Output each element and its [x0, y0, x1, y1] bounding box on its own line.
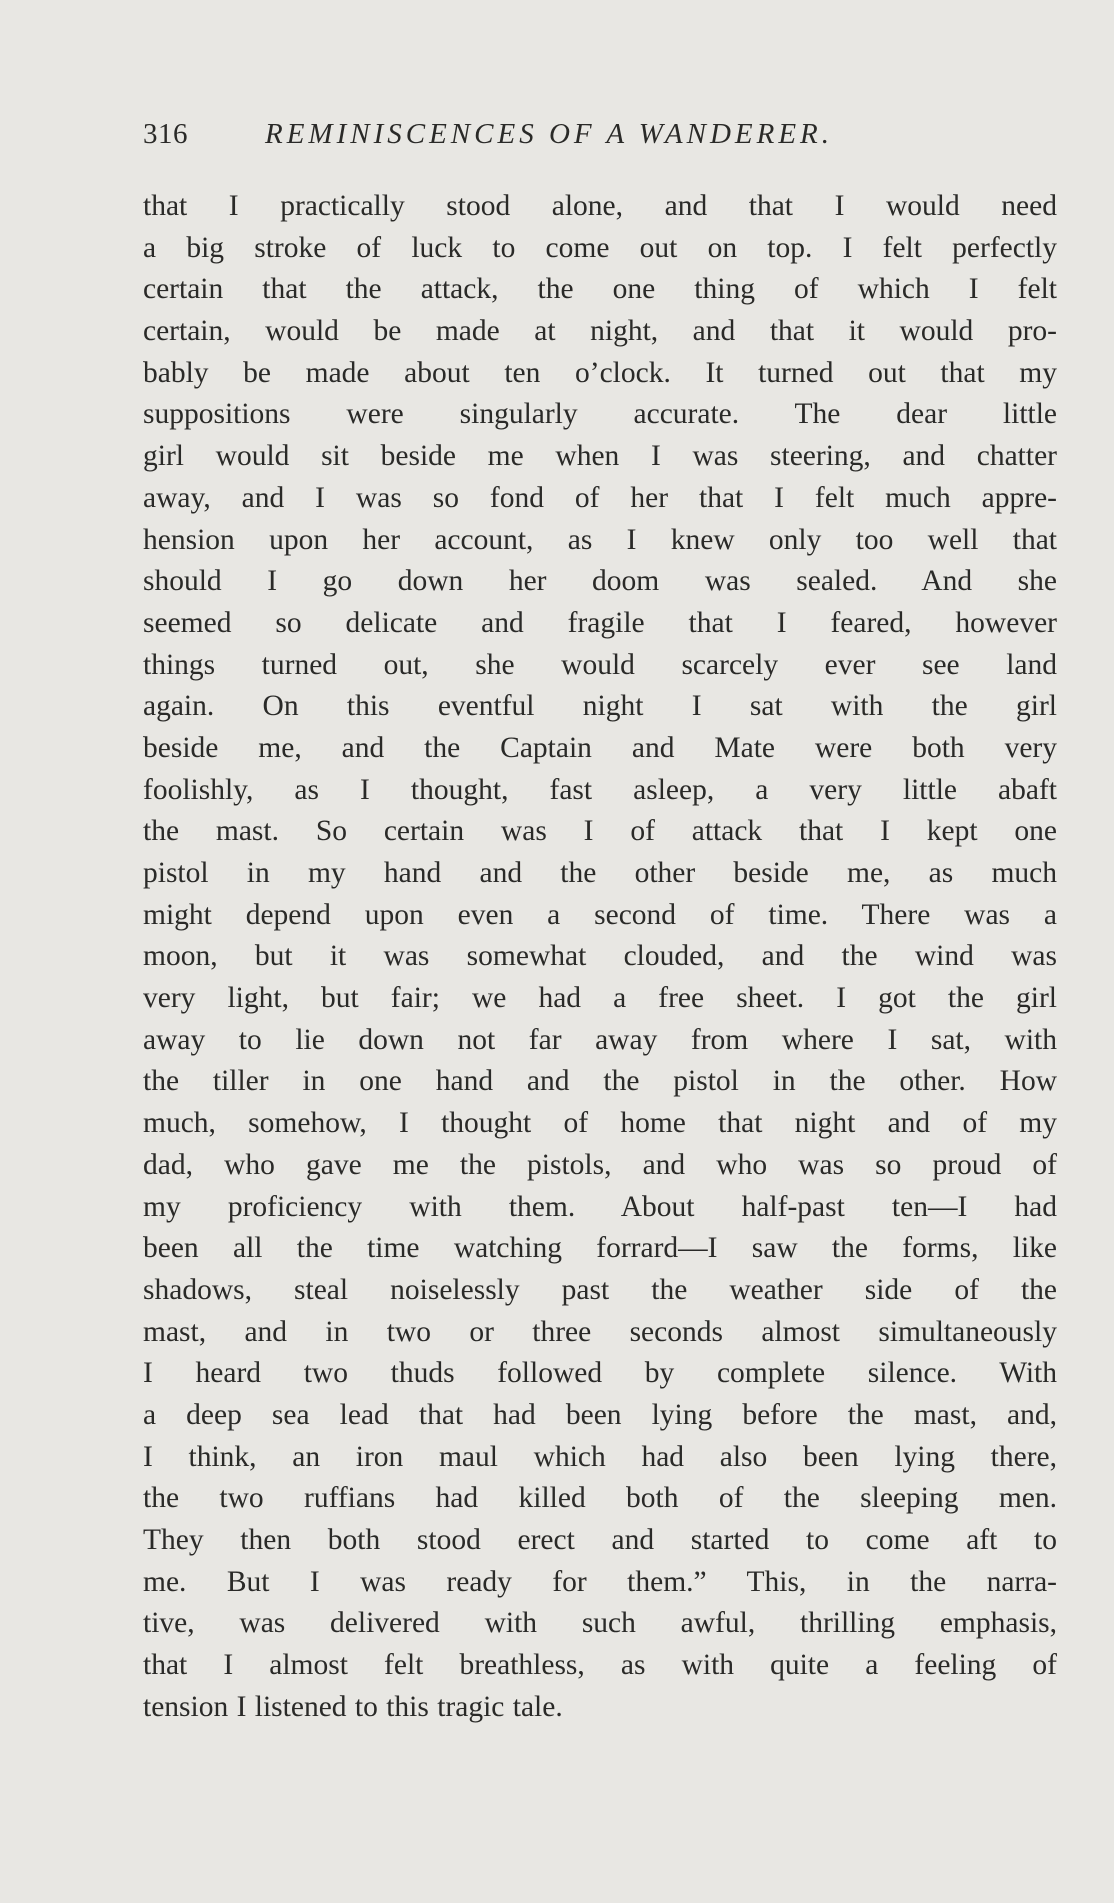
body-text	[143, 186, 1057, 1728]
text-line: very light, but fair; we had a free sheet. I got the girl	[143, 982, 1057, 1015]
text-line: seemed so delicate and fragile that I feared, however	[143, 606, 1057, 639]
text-line: I heard two thuds followed by complete silence. With	[143, 1357, 1057, 1390]
text-line: might depend upon even a second of time. There was a	[143, 898, 1057, 931]
running-head	[143, 118, 995, 158]
text-line: the mast. So certain was I of attack that I kept one	[143, 815, 1057, 848]
text-line: dad, who gave me the pistols, and who was so proud of	[143, 1148, 1057, 1181]
text-line: away, and I was so fond of her that I felt much appre-	[143, 481, 1057, 514]
text-line: certain, would be made at night, and that it would pro-	[143, 315, 1057, 348]
text-line: shadows, steal noiselessly past the weather side of the	[143, 1273, 1057, 1306]
text-line: They then both stood erect and started to come aft to	[143, 1524, 1057, 1556]
text-line: moon, but it was somewhat clouded, and the wind was	[143, 940, 1057, 973]
text-line: suppositions were singularly accurate. The dear little	[143, 398, 1057, 431]
text-line: foolishly, as I thought, fast asleep, a very little abaft	[143, 773, 1057, 806]
text-line: certain that the attack, the one thing of which I felt	[143, 273, 1057, 306]
text-line: the tiller in one hand and the pistol in the other. How	[143, 1065, 1057, 1098]
text-line: the two ruffians had killed both of the sleeping men.	[143, 1482, 1057, 1515]
text-line: girl would sit beside me when I was steering, and chatter	[143, 440, 1057, 473]
text-line: hension upon her account, as I knew only too well that	[143, 523, 1057, 556]
text-line: bably be made about ten o’clock. It turned out that my	[143, 356, 1057, 389]
text-line: tive, was delivered with such awful, thrilling emphasis,	[143, 1607, 1057, 1640]
text-line: I think, an iron maul which had also been lying there,	[143, 1440, 1057, 1473]
text-line: a big stroke of luck to come out on top. I felt perfectly	[143, 231, 1057, 264]
text-line: tension I listened to this tragic tale.	[143, 1690, 563, 1723]
text-line: much, somehow, I thought of home that night and of my	[143, 1107, 1057, 1140]
text-line: been all the time watching forrard—I saw the forms, like	[143, 1232, 1057, 1265]
text-line: away to lie down not far away from where I sat, with	[143, 1023, 1057, 1056]
text-line: pistol in my hand and the other beside me, as much	[143, 857, 1057, 889]
text-line: things turned out, she would scarcely ever see land	[143, 648, 1057, 681]
text-line: mast, and in two or three seconds almost simultaneously	[143, 1315, 1057, 1348]
text-line: my proficiency with them. About half-past ten—I had	[143, 1190, 1057, 1223]
page-number: 316	[143, 118, 188, 150]
text-line: me. But I was ready for them.” This, in the narra-	[143, 1565, 1057, 1598]
text-line: that I almost felt breathless, as with quite a feeling of	[143, 1649, 1057, 1682]
text-line: again. On this eventful night I sat with the girl	[143, 690, 1057, 723]
text-line: should I go down her doom was sealed. And she	[143, 565, 1057, 598]
text-line: that I practically stood alone, and that I would need	[143, 190, 1057, 222]
text-line: beside me, and the Captain and Mate were both very	[143, 731, 1057, 764]
running-title: REMINISCENCES OF A WANDERER.	[265, 118, 834, 150]
text-line: a deep sea lead that had been lying before the mast, and,	[143, 1398, 1057, 1431]
